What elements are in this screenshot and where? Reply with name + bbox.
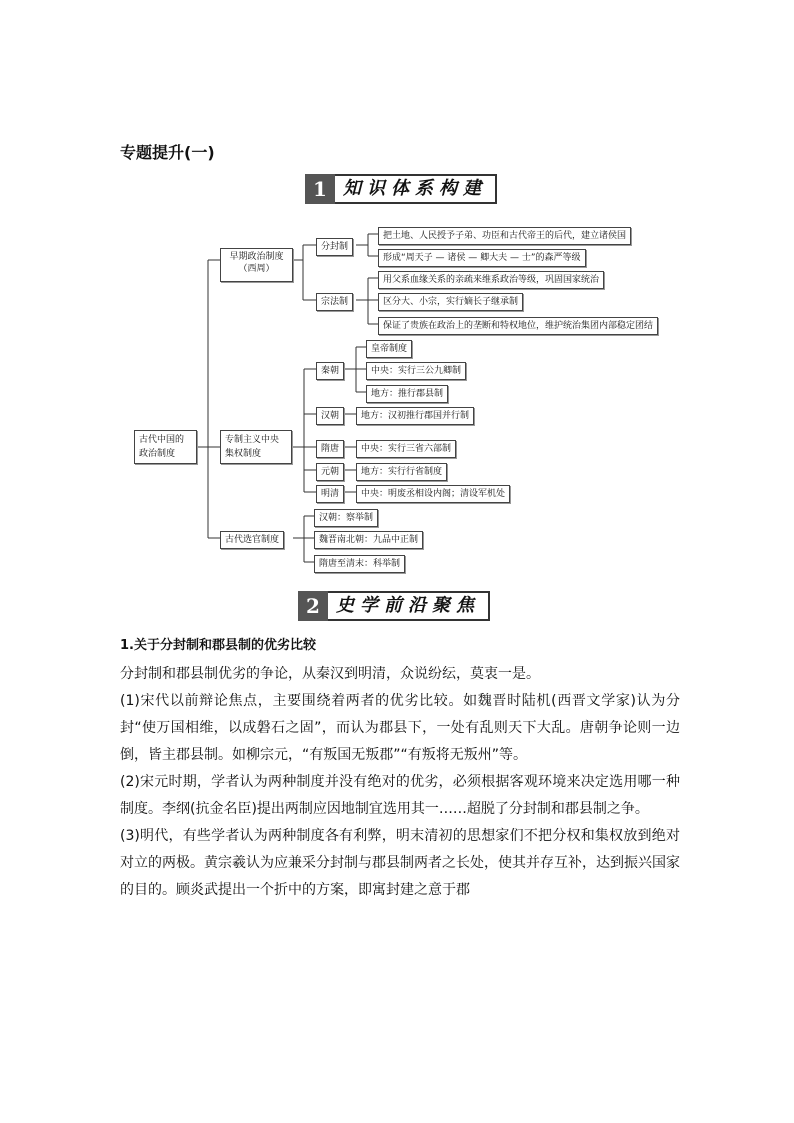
suitang-label: 隋唐 bbox=[321, 444, 340, 454]
fenfeng-item-text: 形成“周天子 — 诸侯 — 卿大夫 — 士”的森严等级 bbox=[383, 253, 581, 263]
section-number: 2 bbox=[298, 591, 328, 621]
early-system-label: 早期政治制度 bbox=[229, 252, 284, 262]
qin-item-text: 中央：实行三公九卿制 bbox=[371, 366, 462, 376]
zongfa-item-text: 区分大、小宗，实行嫡长子继承制 bbox=[383, 297, 519, 307]
zongfa-item-text: 保证了贵族在政治上的垄断和特权地位，维护统治集团内部稳定团结 bbox=[383, 321, 654, 331]
early-system-node bbox=[220, 248, 293, 282]
yuan-node bbox=[316, 463, 344, 481]
article bbox=[120, 632, 680, 904]
page-title: 专题提升(一) bbox=[120, 143, 215, 162]
article-paragraph: (1)宋代以前辩论焦点，主要围绕着两者的优劣比较。如魏晋时陆机(西晋文学家)认为分封“使万国相维，以成磐石之固”，而认为郡县下，一处有乱则天下大乱。唐朝争论则一边倒，皆主郡县制。如柳宗元，“有叛国无叛郡”“有叛将无叛州”等。 bbox=[120, 693, 680, 763]
xuanguan-item-text: 汉朝：察举制 bbox=[319, 513, 374, 523]
article-heading: 1.关于分封制和郡县制的优劣比较 bbox=[120, 638, 316, 653]
mingqing-item bbox=[356, 485, 510, 503]
qin-item bbox=[366, 385, 448, 403]
central-system-label: 专制主义中央集权制度 bbox=[225, 435, 280, 459]
qin-item bbox=[366, 340, 412, 358]
qin-item-text: 地方：推行郡县制 bbox=[371, 389, 444, 399]
article-paragraph: (3)明代，有些学者认为两种制度各有利弊，明末清初的思想家们不把分权和集权放到绝对对立的两极。黄宗羲认为应兼采分封制与郡县制两者之长处，使其并存互补，达到振兴国家的目的。顾炎武提出一个折中的方案，即寓封建之意于郡 bbox=[120, 828, 680, 898]
section-title: 知识体系构建 bbox=[335, 174, 497, 204]
xuanguan-item bbox=[314, 509, 378, 527]
mingqing-item-text: 中央：明废丞相设内阁；清设军机处 bbox=[361, 489, 506, 499]
yuan-label: 元朝 bbox=[321, 467, 340, 477]
han-item bbox=[356, 407, 474, 425]
zongfa-label: 宗法制 bbox=[321, 297, 349, 307]
zongfa-item bbox=[378, 317, 658, 335]
mingqing-label: 明清 bbox=[321, 489, 340, 499]
suitang-item-text: 中央：实行三省六部制 bbox=[361, 444, 452, 454]
suitang-item bbox=[356, 440, 456, 458]
fenfeng-node bbox=[316, 238, 353, 256]
fenfeng-label: 分封制 bbox=[321, 242, 349, 252]
qin-label: 秦朝 bbox=[321, 366, 340, 376]
zongfa-item bbox=[378, 293, 523, 311]
han-item-text: 地方：汉初推行郡国并行制 bbox=[361, 411, 470, 421]
mingqing-node bbox=[316, 485, 344, 503]
article-paragraph: (2)宋元时期，学者认为两种制度并没有绝对的优劣，必须根据客观环境来决定选用哪一种制度。李纲(抗金名臣)提出两制应因地制宜选用其一……超脱了分封制和郡县制之争。 bbox=[120, 774, 680, 817]
yuan-item bbox=[356, 463, 447, 481]
early-system-sub: （西周） bbox=[238, 264, 275, 274]
article-paragraph: 分封制和郡县制优劣的争论，从秦汉到明清，众说纷纭，莫衷一是。 bbox=[120, 666, 540, 682]
yuan-item-text: 地方：实行行省制度 bbox=[361, 467, 443, 477]
section-title: 史学前沿聚焦 bbox=[328, 591, 490, 621]
qin-item bbox=[366, 362, 466, 380]
xuanguan-item-text: 魏晋南北朝：九品中正制 bbox=[319, 535, 419, 545]
fenfeng-item bbox=[378, 227, 631, 245]
xuanguan-item-text: 隋唐至清末：科举制 bbox=[319, 559, 401, 569]
qin-node bbox=[316, 362, 344, 380]
fenfeng-item bbox=[378, 249, 586, 267]
suitang-node bbox=[316, 440, 344, 458]
qin-item-text: 皇帝制度 bbox=[371, 344, 408, 354]
xuanguan-item bbox=[314, 531, 423, 549]
zongfa-node bbox=[316, 293, 353, 311]
han-label: 汉朝 bbox=[321, 411, 340, 421]
zongfa-item-text: 用父系血缘关系的亲疏来维系政治等级，巩固国家统治 bbox=[383, 275, 600, 285]
central-system-node bbox=[220, 430, 292, 464]
tree-root-label: 古代中国的政治制度 bbox=[139, 435, 185, 459]
han-node bbox=[316, 407, 344, 425]
xuanguan-item bbox=[314, 555, 405, 573]
xuanguan-label: 古代选官制度 bbox=[225, 535, 280, 545]
xuanguan-node bbox=[220, 531, 284, 549]
zongfa-item bbox=[378, 271, 604, 289]
section-number: 1 bbox=[305, 174, 335, 204]
tree-root bbox=[134, 430, 197, 464]
fenfeng-item-text: 把土地、人民授予子弟、功臣和古代帝王的后代，建立诸侯国 bbox=[383, 231, 627, 241]
